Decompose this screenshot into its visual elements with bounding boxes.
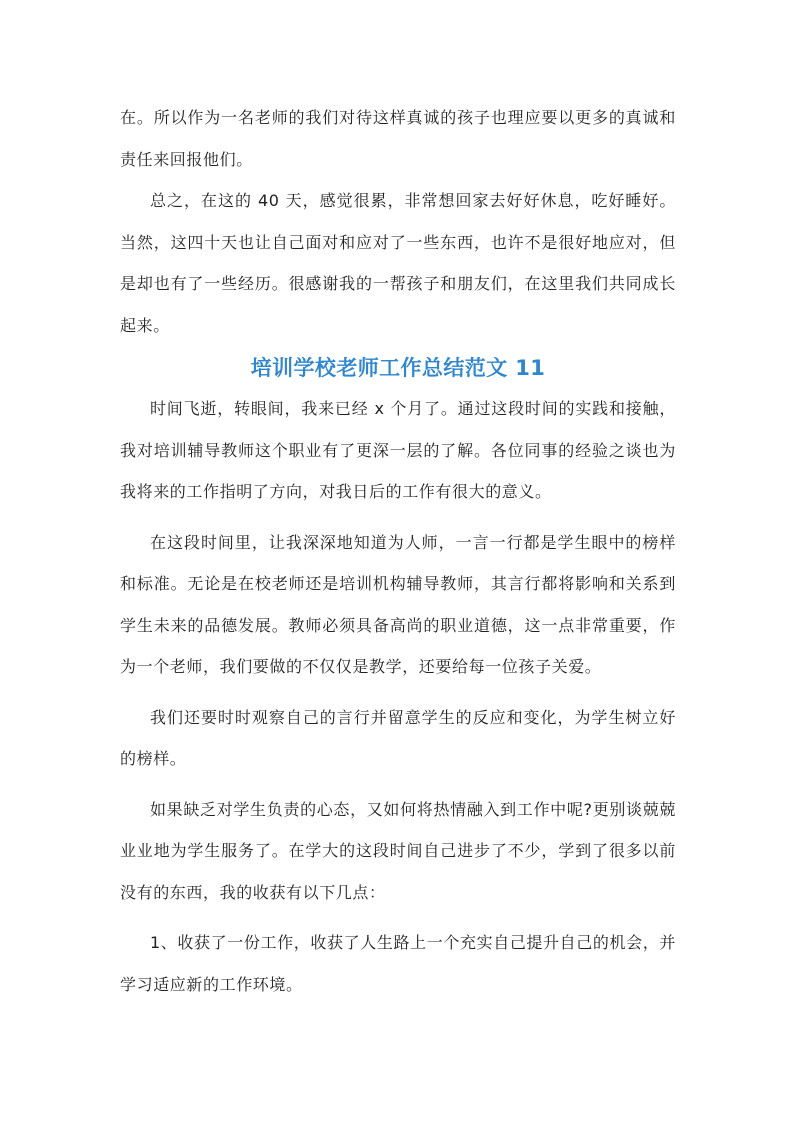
body-paragraph: 时间飞逝，转眼间，我来已经 x 个月了。通过这段时间的实践和接触，我对培训辅导教师这个职业有了更深一层的了解。各位同事的经验之谈也为我将来的工作指明了方向，对我日后的工作有很大的意义。 bbox=[120, 399, 676, 501]
body-paragraph: 如果缺乏对学生负责的心态，又如何将热情融入到工作中呢?更别谈兢兢业业地为学生服务了。在学大的这段时间自己进步了不少，学到了很多以前没有的东西，我的收获有以下几点： bbox=[120, 799, 676, 902]
body-paragraph: 总之，在这的 40 天，感觉很累，非常想回家去好好休息，吃好睡好。当然，这四十天也让自己面对和应对了一些东西，也许不是很好地应对，但是却也有了一些经历。很感谢我的一帮孩子和朋友们，在这里我们共同成长起来。 bbox=[120, 191, 676, 335]
document-page bbox=[120, 0, 676, 1005]
body-paragraph: 我们还要时时观察自己的言行并留意学生的反应和变化，为学生树立好的榜样。 bbox=[120, 707, 676, 768]
body-paragraph: 在。所以作为一名老师的我们对待这样真诚的孩子也理应要以更多的真诚和责任来回报他们。 bbox=[120, 108, 676, 169]
body-paragraph: 在这段时间里，让我深深地知道为人师，一言一行都是学生眼中的榜样和标准。无论是在校老师还是培训机构辅导教师，其言行都将影响和关系到学生未来的品德发展。教师必须具备高尚的职业道德，这一点非常重要，作为一个老师，我们要做的不仅仅是教学，还要给每一位孩子关爱。 bbox=[120, 532, 676, 676]
section-heading: 培训学校老师工作总结范文 11 bbox=[250, 356, 546, 380]
body-paragraph: 1、收获了一份工作，收获了人生路上一个充实自己提升自己的机会，并学习适应新的工作环境。 bbox=[120, 933, 676, 994]
